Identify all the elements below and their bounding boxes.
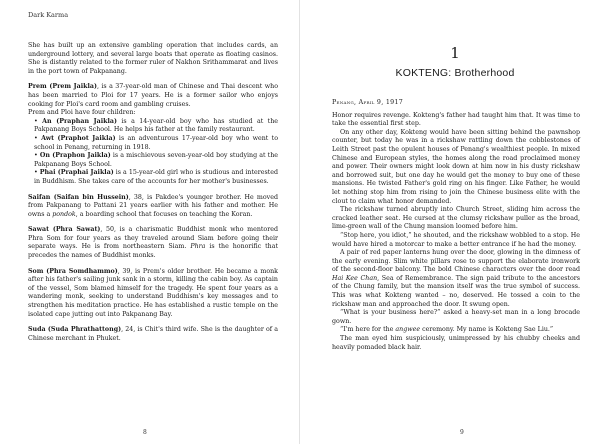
entry-suda: Suda (Suda Phrathattong), 24, is Chit's third wife. She is the daughter of a Chinese merchant in Phuket. bbox=[28, 326, 278, 342]
body-paragraph: “Stop here, you idiot,” he shouted, and the rickshaw wobbled to a stop. He would have hired a motorcar to make a better entrance if he had the money. bbox=[332, 231, 580, 248]
entry-name: An (Praphan Jaikla) bbox=[42, 117, 117, 125]
body-paragraph: A pair of red paper lanterns hung over the door, glowing in the dimness of the early evening. Slim white pillars rose to support the elaborate ironwork of the second-floor balcony. The bold Chinese characters over the door read Hai Kee Chan, Sea of Remembrance. The sign paid tribute to the ancestors of the Chung family, but the mansion itself was the true symbol of success. This was what Kokteng wanted – no, deserved. He tossed a coin to the rickshaw man and approached the door. It swung open. bbox=[332, 249, 580, 308]
dateline: Penang, April 9, 1917 bbox=[332, 99, 404, 106]
chapter-body bbox=[332, 99, 580, 352]
entry-som: Som (Phra Somdhammo), 39, is Prem's older brother. He became a monk after his father's sailing junk sank in a storm, killing the cabin boy. As captain of the vessel, Som blamed himself for the tragedy. He spent four years as a wandering monk, seeking to understand Buddhism's key messages and to strengthen his meditation practice. He has established a rustic temple on the isolated cape jutting out into Pakpanang Bay. bbox=[28, 267, 278, 318]
entry-name: Awt (Praphot Jaikla) bbox=[41, 134, 116, 142]
body-paragraph: “What is your business here?” asked a heavy-set man in a long brocade gown. bbox=[332, 309, 580, 325]
entry-name: Phai (Praphai Jaikla) bbox=[39, 169, 114, 177]
child-entry: • An (Praphan Jaikla) is a 14-year-old boy who has studied at the Pakpanang Boys School. He helps his father at the family restaurant. bbox=[34, 117, 278, 134]
entry-prem: Prem (Prem Jaikla), is a 37-year-old man of Chinese and Thai descent who has been married to Ploi for 17 years. He is a former sailor who enjoys cooking for Ploi's card room and gambling cruises. bbox=[28, 83, 278, 108]
child-entry: • Phai (Praphai Jaikla) is a 15-year-old girl who is studious and interested in Buddhism. She takes care of the accounts for her mother's businesses. bbox=[34, 169, 278, 185]
body-paragraph: “I'm here for the angwee ceremony. My name is Kokteng Sae Liu.” bbox=[340, 326, 554, 334]
body-paragraph: The man eyed him suspiciously, unimpressed by his chubby cheeks and heavily pomaded black hair. bbox=[332, 335, 580, 351]
page-number: 9 bbox=[460, 429, 464, 436]
entry-saifan: Saifan (Saifan bin Hussein), 38, is Pakdee's younger brother. He moved from Pakpanang to Pattani 21 years earlier with his father and mother. He owns a pondok, a boarding school that focuses on teaching the Koran. bbox=[28, 193, 279, 218]
entry-name: Som (Phra Somdhammo) bbox=[28, 267, 118, 275]
running-head: Dark Karma bbox=[28, 11, 69, 19]
entry-name: On (Praphon Jaikla) bbox=[39, 152, 111, 160]
child-entry: • Awt (Praphot Jaikla) is an adventurous 17-year-old boy who went to school in Penang, returning in 1918. bbox=[34, 134, 278, 151]
page-number: 8 bbox=[143, 429, 147, 436]
children-intro: Prem and Ploi have four children: bbox=[28, 109, 136, 117]
entry-sawat: Sawat (Phra Sawat), 50, is a charismatic Buddhist monk who mentored Phra Som for four years as they traveled around Siam before going their separate ways. He is from northeastern Siam. Phra is the honorific that precedes the names of Buddhist monks. bbox=[28, 226, 278, 260]
character-list bbox=[28, 42, 278, 350]
body-paragraph: Honor requires revenge. Kokteng's father had taught him that. It was time to take the essential first step. bbox=[332, 111, 580, 128]
intro-paragraph: She has built up an extensive gambling operation that includes cards, an underground lottery, and several large boats that operate as floating casinos. She is distantly related to the former ruler of Nakhon Srithammarat and lives in the port town of Pakpanang. bbox=[28, 42, 278, 75]
chapter-number: 1 bbox=[450, 44, 460, 62]
entry-name: Suda (Suda Phrathattong) bbox=[28, 326, 122, 334]
chapter-title: KOKTENG: Brotherhood bbox=[395, 67, 515, 79]
entry-name: Sawat (Phra Sawat) bbox=[28, 226, 101, 234]
body-paragraph: The rickshaw turned abruptly into Church Street, sliding him across the cracked leather seat. He cursed at the clumsy rickshaw puller as the broad, lime-green wall of the Chung mansion loomed before him. bbox=[332, 206, 580, 231]
entry-name: Saifan (Saifan bin Hussein) bbox=[28, 193, 129, 201]
body-paragraph: On any other day, Kokteng would have been sitting behind the pawnshop counter, but today he was in a rickshaw rattling down the cobblestones of Leith Street past the opulent houses of Penang's wealthiest people. In mixed Chinese and European styles, the homes along the road proclaimed money and power. Their owners might look down at him now in his dusty rickshaw and borrowed suit, but one day he would get the money to buy one of these mansions. He twisted Father's gold ring on his finger. Like Father, he would let nothing stop him from rising to join the Chinese business elite with the clout to claim what honor demanded. bbox=[332, 128, 580, 205]
child-entry: • On (Praphon Jaikla) is a mischievous seven-year-old boy studying at the Pakpanang Boys School. bbox=[34, 152, 278, 168]
entry-name: Prem (Prem Jaikla) bbox=[28, 83, 97, 91]
